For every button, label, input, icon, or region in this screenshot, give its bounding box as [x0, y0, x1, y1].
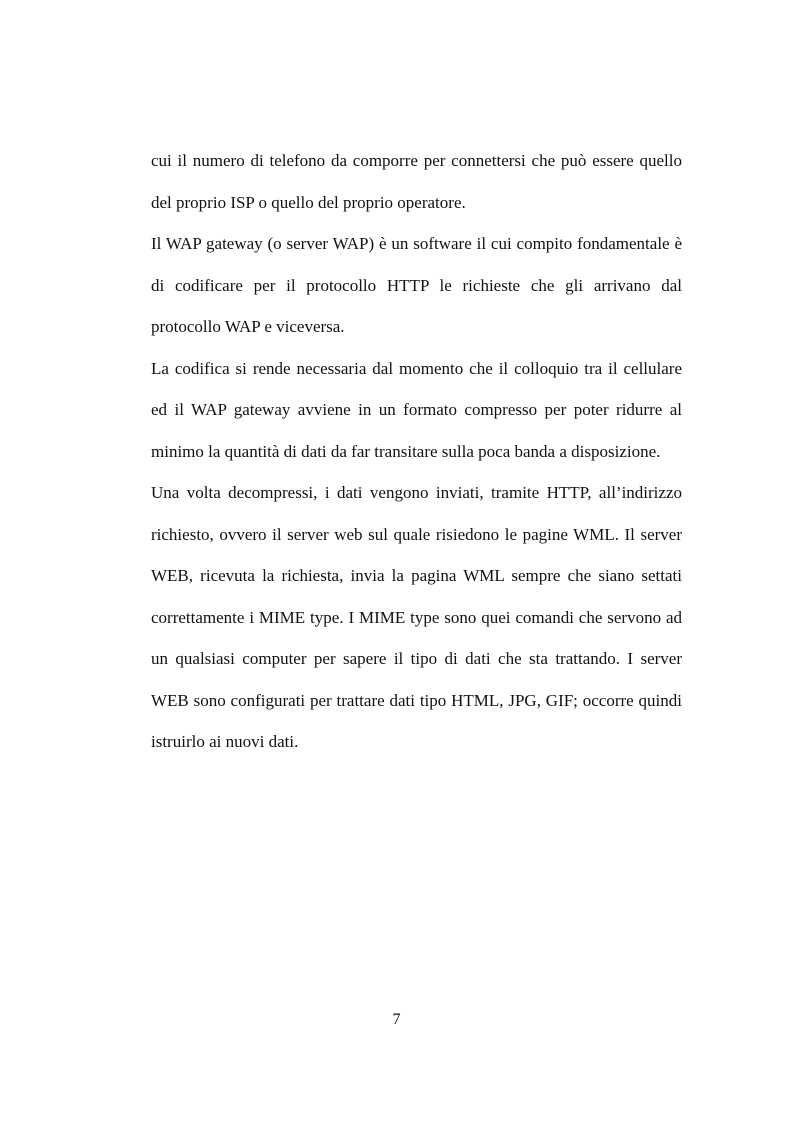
paragraph-mime-types: Una volta decompressi, i dati vengono inviati, tramite HTTP, all’indirizzo richiesto, ovvero il server web sul quale risiedono le pagine WML. Il server WEB, ricevuta la richiesta, invia la pagina WML sempre che siano settati correttamente i MIME type. I MIME type sono quei comandi che servono ad un qualsiasi computer per sapere il tipo di dati che sta trattando. I server WEB sono configurati per trattare dati tipo HTML, JPG, GIF; occorre quindi istruirlo ai nuovi dati.: [151, 483, 682, 751]
page-number: 7: [392, 1011, 401, 1028]
paragraph-wap-gateway: Il WAP gateway (o server WAP) è un software il cui compito fondamentale è di codificare per il protocollo HTTP le richieste che gli arrivano dal protocollo WAP e viceversa.: [151, 234, 682, 336]
paragraph-dialup-number: cui il numero di telefono da comporre per connettersi che può essere quello del proprio ISP o quello del proprio operatore.: [151, 151, 682, 212]
body-text: [151, 140, 682, 763]
paragraph-compression: La codifica si rende necessaria dal momento che il colloquio tra il cellulare ed il WAP gateway avviene in un formato compresso per poter ridurre al minimo la quantità di dati da far transitare sulla poca banda a disposizione.: [151, 358, 682, 461]
